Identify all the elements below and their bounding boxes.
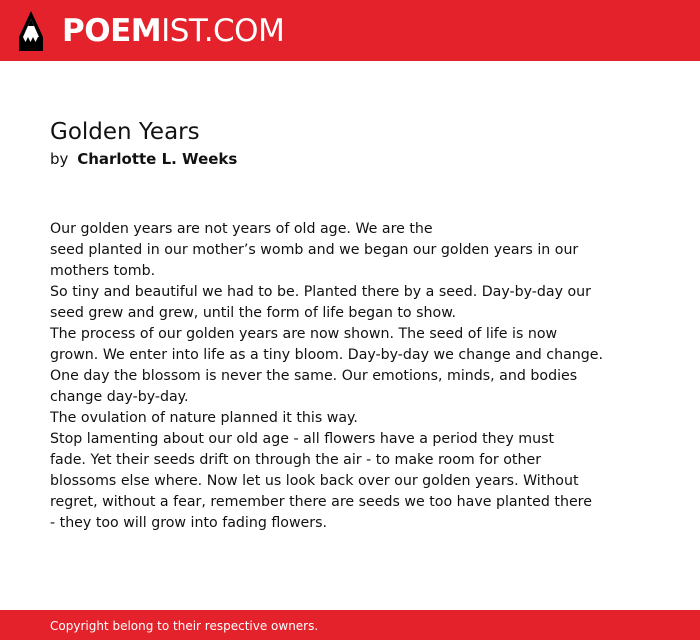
poem-line: fade. Yet their seeds drift on through the air - to make room for other (50, 452, 542, 468)
poem-title: Golden Years (50, 119, 200, 145)
poem-line: Stop lamenting about our old age - all flowers have a period they must (50, 431, 555, 447)
poem-line: So tiny and beautiful we had to be. Planted there by a seed. Day-by-day our (50, 284, 592, 300)
site-logo-text[interactable] (62, 11, 284, 51)
poem-line: regret, without a fear, remember there are seeds we too have planted there (50, 494, 592, 510)
poem-line: - they too will grow into fading flowers. (50, 515, 328, 531)
brand-light: IST.COM (161, 13, 285, 49)
poem-line: The process of our golden years are now shown. The seed of life is now (50, 326, 558, 342)
pencil-tip-icon[interactable] (18, 10, 44, 52)
poem-body (50, 219, 650, 534)
poem-line: One day the blossom is never the same. Our emotions, minds, and bodies (50, 368, 578, 384)
poem-line: seed grew and grew, until the form of life began to show. (50, 305, 456, 321)
by-label: by (50, 150, 69, 168)
site-header (0, 0, 700, 61)
poem-line: seed planted in our mother’s womb and we began our golden years in our (50, 242, 579, 258)
copyright-notice: Copyright belong to their respective owners. (50, 619, 319, 633)
brand-bold: POEM (62, 13, 162, 49)
poem-line: change day-by-day. (50, 389, 189, 405)
poem-line: Our golden years are not years of old age. We are the (50, 221, 433, 237)
author-name: Charlotte L. Weeks (77, 150, 238, 168)
poem-line: mothers tomb. (50, 263, 156, 279)
poem-line: The ovulation of nature planned it this way. (50, 410, 358, 426)
site-footer (0, 610, 700, 640)
poem-line: grown. We enter into life as a tiny bloom. Day-by-day we change and change. (50, 347, 604, 363)
poem-line: blossoms else where. Now let us look back over our golden years. Without (50, 473, 579, 489)
byline (50, 149, 237, 169)
